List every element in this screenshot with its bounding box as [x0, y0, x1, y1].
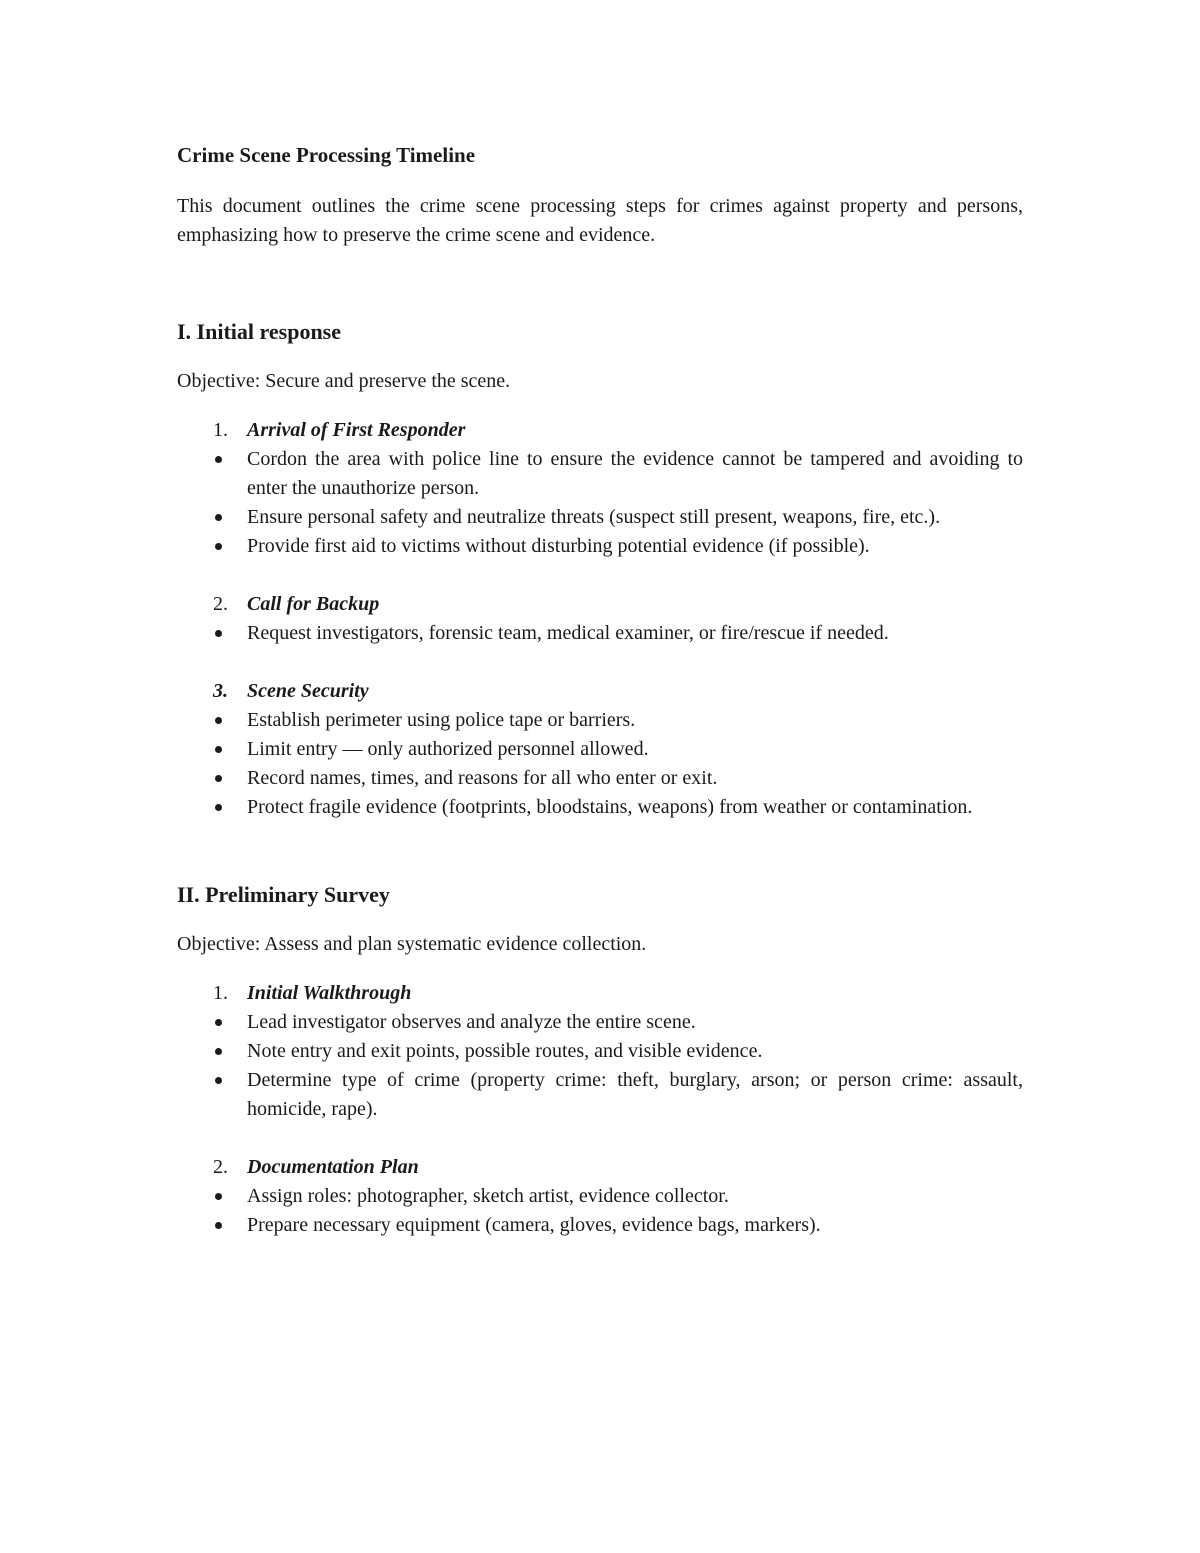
step-title-text: Call for Backup	[247, 593, 380, 615]
step-initial-walkthrough	[177, 979, 1023, 1124]
step-title	[177, 1153, 1023, 1182]
list-item	[177, 1066, 1023, 1124]
list-item-text: Record names, times, and reasons for all who enter or exit.	[247, 767, 718, 789]
step-scene-security	[177, 677, 1023, 822]
list-item	[177, 735, 1023, 764]
step-title	[177, 590, 1023, 619]
step-number: 2.	[213, 593, 228, 615]
list-item	[177, 445, 1023, 503]
section-heading: I. Initial response	[177, 319, 342, 344]
step-documentation-plan	[177, 1153, 1023, 1240]
list-item	[177, 1008, 1023, 1037]
bullet-icon	[215, 804, 222, 811]
step-number: 2.	[213, 1156, 228, 1178]
list-item-text: Prepare necessary equipment (camera, gloves, evidence bags, markers).	[247, 1214, 821, 1236]
list-item-text: Assign roles: photographer, sketch artist, evidence collector.	[247, 1185, 729, 1207]
bullet-list	[177, 445, 1023, 561]
bullet-icon	[215, 746, 222, 753]
step-title	[177, 677, 1023, 706]
bullet-icon	[215, 1222, 222, 1229]
list-item-text: Lead investigator observes and analyze the entire scene.	[247, 1011, 696, 1033]
document-body	[177, 140, 1023, 1240]
bullet-icon	[215, 630, 222, 637]
step-number: 1.	[213, 982, 228, 1004]
list-item-text: Cordon the area with police line to ensure the evidence cannot be tampered and avoiding to enter the unauthorize person.	[247, 448, 1023, 499]
step-title	[177, 416, 1023, 445]
bullet-icon	[215, 456, 222, 463]
list-item-text: Request investigators, forensic team, medical examiner, or fire/rescue if needed.	[247, 622, 889, 644]
bullet-icon	[215, 1019, 222, 1026]
bullet-list	[177, 1182, 1023, 1240]
section-objective: Objective: Assess and plan systematic evidence collection.	[177, 933, 647, 955]
bullet-icon	[215, 1048, 222, 1055]
bullet-icon	[215, 717, 222, 724]
step-title-text: Arrival of First Responder	[247, 419, 466, 441]
list-item-text: Note entry and exit points, possible routes, and visible evidence.	[247, 1040, 763, 1062]
step-title-text: Initial Walkthrough	[247, 982, 412, 1004]
list-item	[177, 764, 1023, 793]
list-item	[177, 619, 1023, 648]
list-item-text: Provide first aid to victims without disturbing potential evidence (if possible).	[247, 535, 870, 557]
step-number: 3.	[213, 680, 228, 702]
intro-paragraph: This document outlines the crime scene processing steps for crimes against property and persons, emphasizing how to preserve the crime scene and evidence.	[177, 195, 1023, 246]
step-title-text: Scene Security	[247, 680, 369, 702]
section-initial-response	[177, 317, 1023, 822]
section-preliminary-survey	[177, 880, 1023, 1240]
section-objective: Objective: Secure and preserve the scene.	[177, 370, 511, 392]
list-item-text: Determine type of crime (property crime: theft, burglary, arson; or person crime: assault, homicide, rape).	[247, 1069, 1023, 1120]
bullet-list	[177, 706, 1023, 822]
bullet-icon	[215, 1193, 222, 1200]
bullet-icon	[215, 543, 222, 550]
list-item	[177, 706, 1023, 735]
list-item-text: Limit entry — only authorized personnel allowed.	[247, 738, 649, 760]
bullet-list	[177, 1008, 1023, 1124]
section-heading: II. Preliminary Survey	[177, 882, 390, 907]
step-call-for-backup	[177, 590, 1023, 648]
list-item-text: Protect fragile evidence (footprints, bloodstains, weapons) from weather or contamination.	[247, 796, 973, 818]
bullet-icon	[215, 775, 222, 782]
list-item	[177, 1182, 1023, 1211]
step-arrival	[177, 416, 1023, 561]
list-item	[177, 503, 1023, 532]
step-title-text: Documentation Plan	[247, 1156, 419, 1178]
step-number: 1.	[213, 419, 228, 441]
list-item-text: Ensure personal safety and neutralize threats (suspect still present, weapons, fire, etc.).	[247, 506, 941, 528]
list-item	[177, 1211, 1023, 1240]
bullet-icon	[215, 1077, 222, 1084]
list-item	[177, 793, 1023, 822]
bullet-list	[177, 619, 1023, 648]
list-item	[177, 1037, 1023, 1066]
document-title: Crime Scene Processing Timeline	[177, 143, 476, 167]
list-item-text: Establish perimeter using police tape or barriers.	[247, 709, 636, 731]
step-title	[177, 979, 1023, 1008]
bullet-icon	[215, 514, 222, 521]
list-item	[177, 532, 1023, 561]
